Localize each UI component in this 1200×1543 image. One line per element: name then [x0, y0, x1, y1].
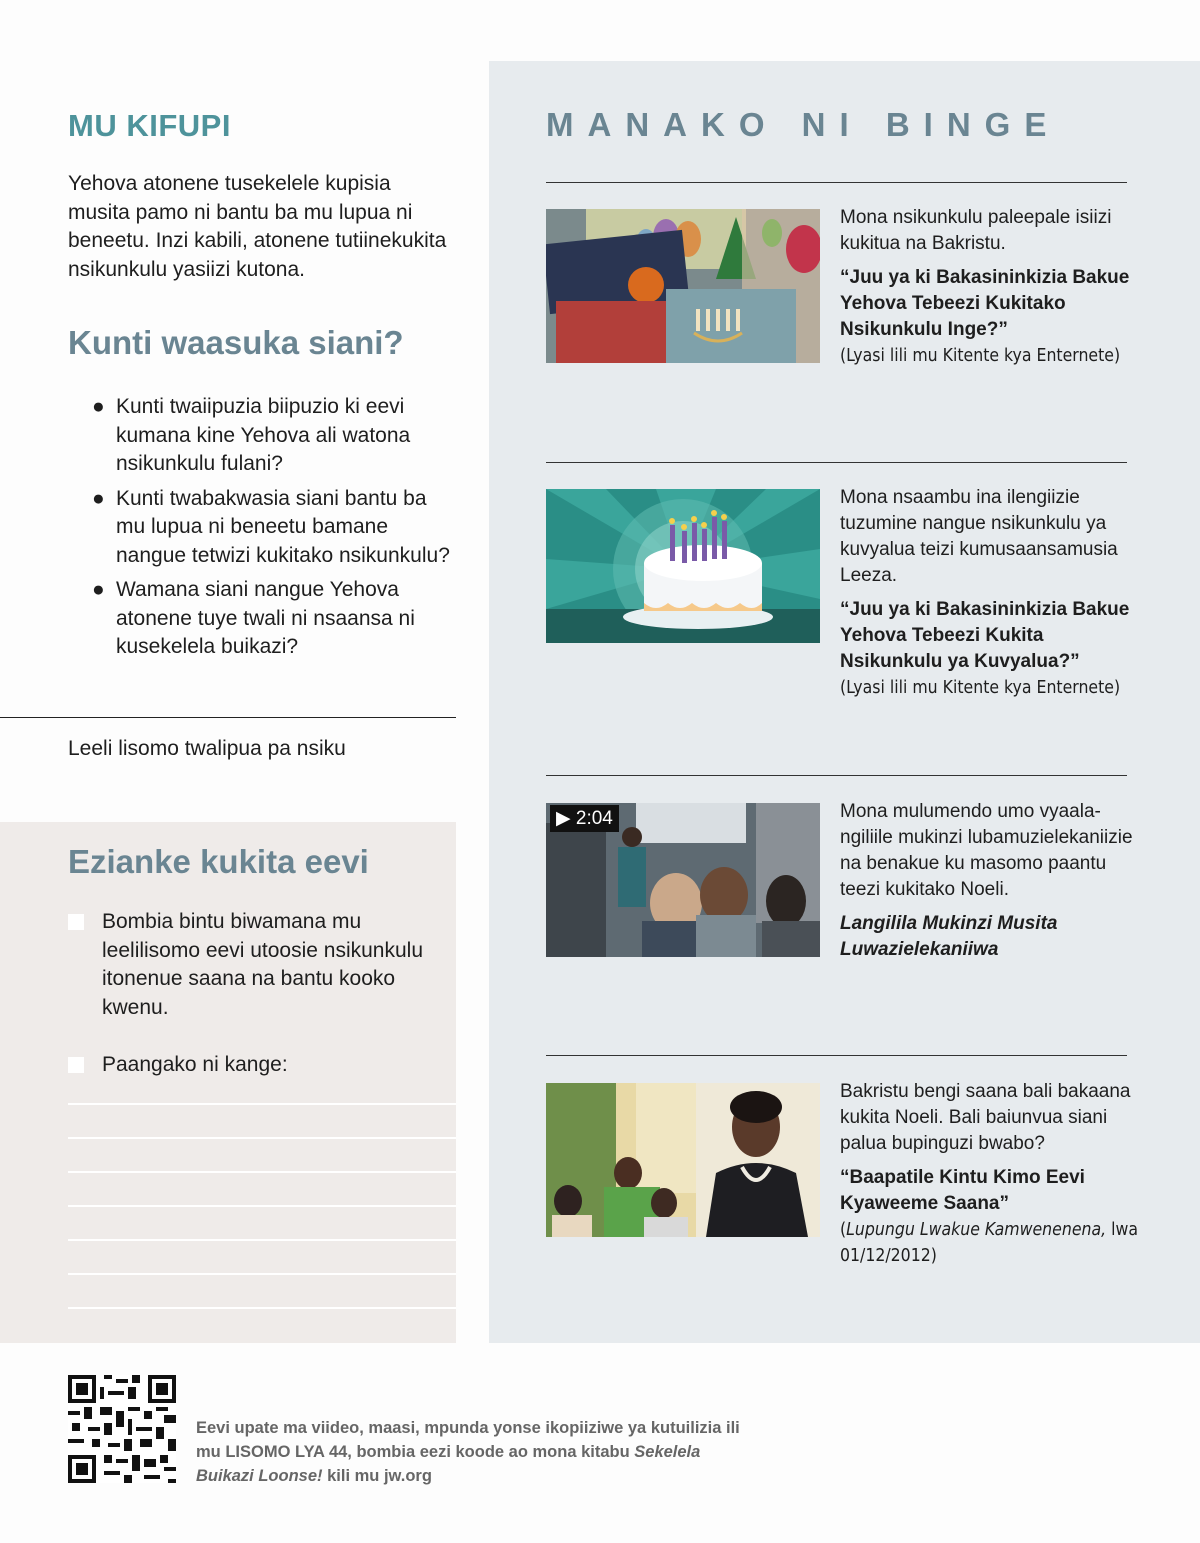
summary-title: MU KIFUPI	[68, 108, 231, 143]
resources-heading: MANAKO NI BINGE	[546, 106, 1061, 143]
note-line[interactable]	[68, 1239, 456, 1241]
resource-4-text	[840, 1079, 1140, 1269]
try-panel	[0, 822, 456, 1343]
birthday-cake-thumbnail[interactable]	[546, 489, 820, 643]
divider	[546, 1055, 1127, 1056]
checkbox[interactable]	[68, 914, 84, 930]
resource-title-link[interactable]: “Juu ya ki Bakasininkizia Bakue Yehova Tebeezi Kukita Nsikunkulu ya Kuvyalua?”	[840, 599, 1130, 672]
bullet-icon: ●	[92, 395, 105, 418]
questions-heading: Kunti waasuka siani?	[68, 324, 404, 361]
resource-source: (Lyasi lili mu Kitente kya Enternete)	[840, 346, 1121, 366]
note-line[interactable]	[68, 1205, 456, 1207]
lesson-date-line: Leeli lisomo twalipua pa nsiku	[68, 737, 346, 760]
smiling-woman-thumbnail[interactable]	[546, 1083, 820, 1237]
try-heading: Ezianke kukita eevi	[68, 843, 369, 880]
summary-text: Yehova atonene tusekelele kupisia musita pamo ni bantu ba mu lupua ni beneetu. Inzi kabili, atonene tutiinekukita nsikunkulu yasiizi kutona.	[68, 172, 447, 281]
note-line[interactable]	[68, 1171, 456, 1173]
task-item-2	[68, 1051, 428, 1080]
resource-1-text	[840, 205, 1140, 369]
divider	[0, 717, 456, 718]
note-line[interactable]	[68, 1307, 456, 1309]
resource-source: (Lupungu Lwakue Kamwenenena, lwa 01/12/2012)	[840, 1220, 1139, 1266]
resource-source: (Lyasi lili mu Kitente kya Enternete)	[840, 678, 1121, 698]
bullet-icon: ●	[92, 486, 105, 510]
video-duration-badge[interactable]: ▶ 2:04	[550, 805, 619, 832]
resource-2-text	[840, 485, 1140, 701]
resource-description: Mona nsikunkulu paleepale isiizi kukitua na Bakristu.	[840, 207, 1112, 254]
footer-text: Eevi upate ma viideo, maasi, mpunda yonse ikopiiziwe ya kutuilizia ili mu LISOMO LYA 44, bombia eezi koode ao mona kitabu Sekelela Buikazi Loonse! kili mu jw.org	[196, 1419, 740, 1485]
checkbox[interactable]	[68, 1057, 84, 1073]
divider	[546, 182, 1127, 183]
resource-title-link[interactable]: “Baapatile Kintu Kimo Eevi Kyaweeme Saana”	[840, 1167, 1085, 1214]
questions-list	[92, 393, 457, 668]
resource-description: Mona mulumendo umo vyaalangiliile mukinzi lubamuzielekaniizie na benakue ku masomo paantu teezi kukitako Noeli.	[840, 801, 1133, 900]
resource-title-link[interactable]: Langilila Mukinzi Musita Luwazielekaniiwa	[840, 913, 1058, 960]
list-item: ● Wamana siani nangue Yehova atonene tuye twali ni nsaansa ni kusekelela buikazi?	[92, 578, 415, 658]
resource-description: Mona nsaambu ina ilengiizie tuzumine nangue nsikunkulu ya kuvyalua teizi kumusaansamusia Leeza.	[840, 487, 1118, 586]
task-item-1	[68, 908, 428, 1022]
qr-code-icon[interactable]	[68, 1375, 176, 1483]
resource-title-link[interactable]: “Juu ya ki Bakasininkizia Bakue Yehova Tebeezi Kukitako Nsikunkulu Inge?”	[840, 267, 1130, 340]
bullet-icon: ●	[92, 578, 105, 601]
note-line[interactable]	[68, 1137, 456, 1139]
note-line[interactable]	[68, 1273, 456, 1275]
list-item: ● Kunti twabakwasia siani bantu ba mu lupua ni beneetu bamane nangue tetwizi kukitako nsikunkulu?	[92, 486, 450, 567]
list-item: ● Kunti twaiipuzia biipuzio ki eevi kumana kine Yehova ali watona nsikunkulu fulani?	[92, 395, 411, 475]
divider	[546, 462, 1127, 463]
resource-3-text	[840, 799, 1140, 963]
task-text: Paangako ni kange:	[102, 1053, 288, 1076]
classroom-video-thumbnail[interactable]	[546, 803, 820, 957]
divider	[546, 775, 1127, 776]
holiday-collage-thumbnail[interactable]	[546, 209, 820, 363]
resource-description: Bakristu bengi saana bali bakaana kukita Noeli. Bali baiunvua siani palua bupinguzi bwabo?	[840, 1081, 1131, 1154]
note-line[interactable]	[68, 1103, 456, 1105]
task-text: Bombia bintu biwamana mu leelilisomo eevi utoosie nsikunkulu itonenue saana na bantu kooko kwenu.	[102, 910, 424, 1019]
